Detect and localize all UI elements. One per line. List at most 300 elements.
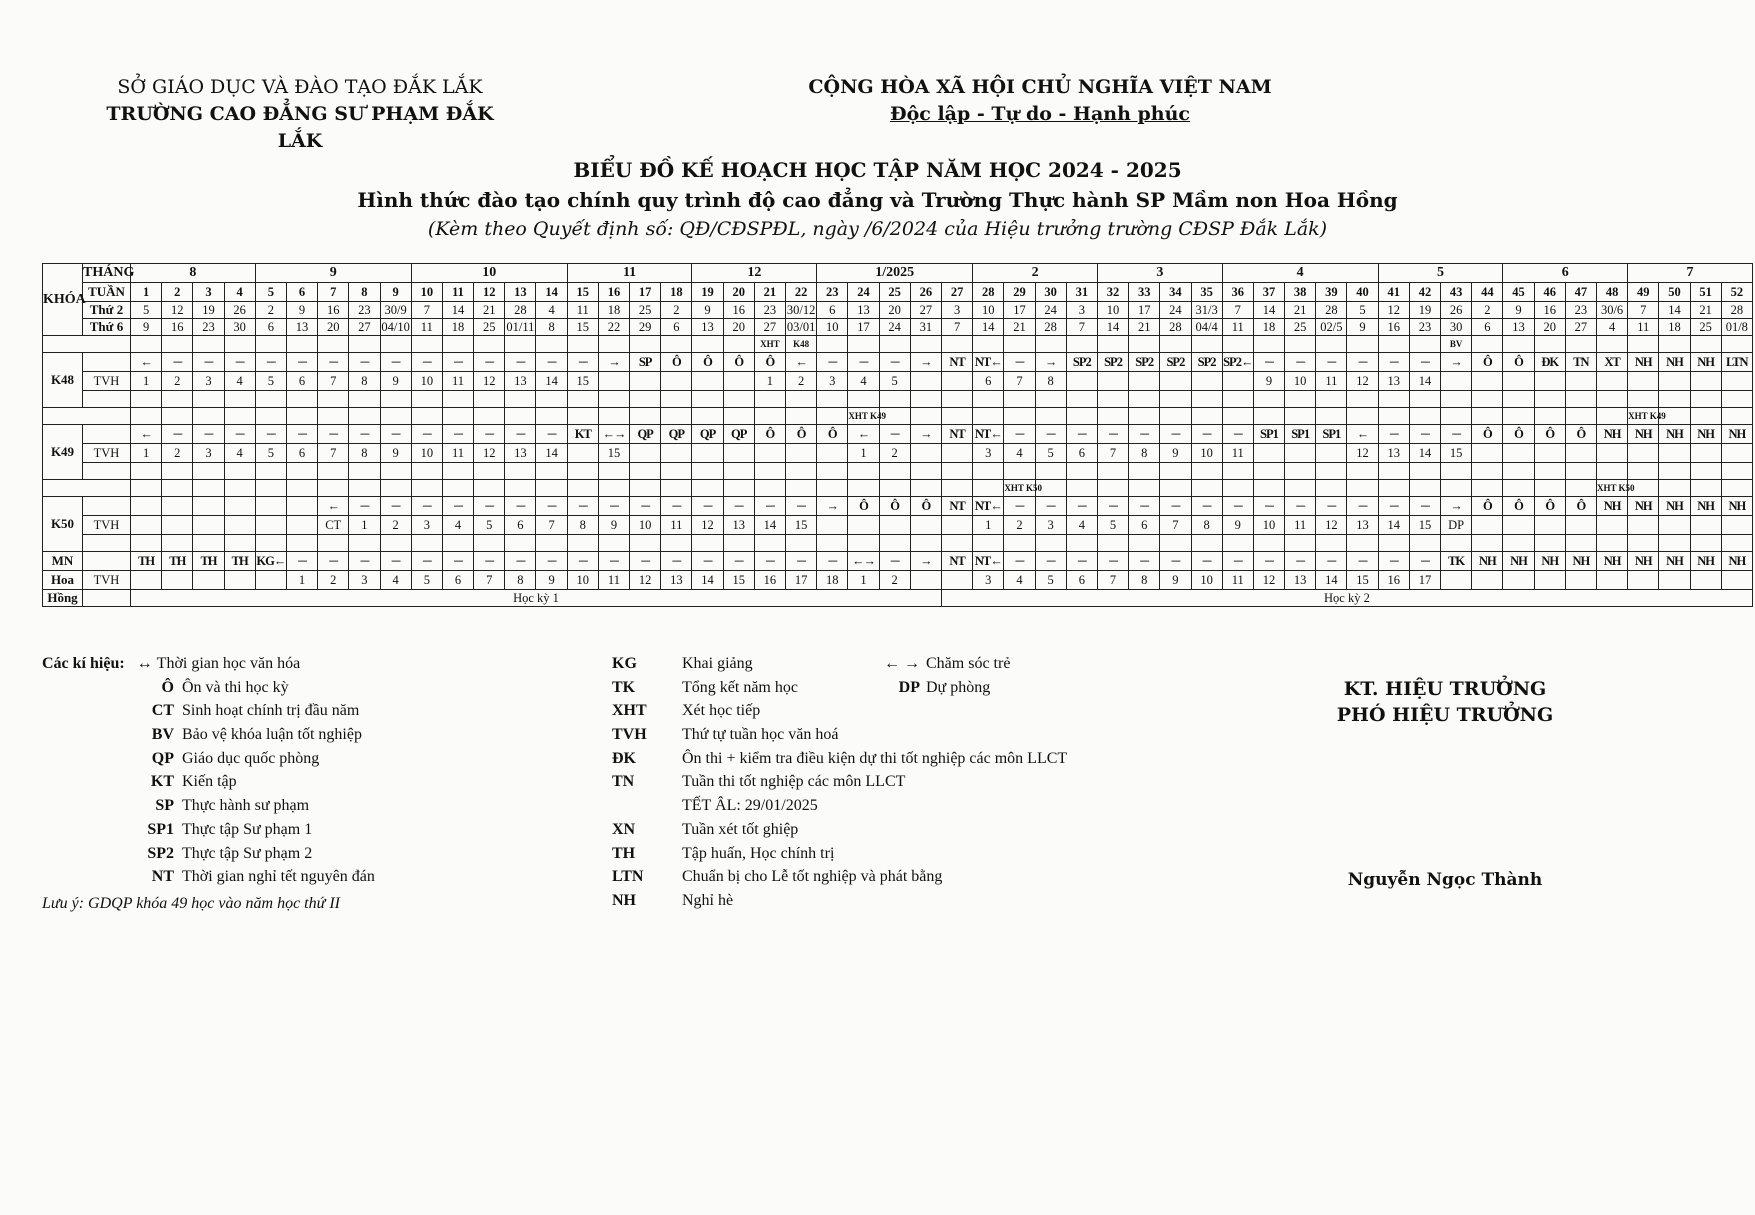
tvh-cell: 2 [318, 571, 349, 590]
activity-cell: SP1 [1285, 425, 1316, 444]
note-cell [286, 480, 317, 497]
monday-date-cell: 3 [941, 302, 972, 319]
note-cell [131, 336, 162, 353]
tvh-cell: 1 [349, 516, 380, 535]
friday-date-cell: 18 [1659, 319, 1690, 336]
activity-cell: ─ [630, 552, 661, 571]
activity-cell: ─ [193, 425, 224, 444]
empty-cell [1066, 535, 1097, 552]
empty-cell [1690, 463, 1721, 480]
empty-cell [380, 391, 411, 408]
tvh-cell [255, 571, 286, 590]
activity-cell: NH [1565, 552, 1596, 571]
activity-cell: ─ [505, 497, 536, 516]
week-cell: 33 [1129, 283, 1160, 302]
header-khoa: KHÓA [43, 264, 83, 336]
empty-cell [1503, 391, 1534, 408]
note-cell [692, 480, 723, 497]
semester-2-label: Học kỳ 2 [941, 590, 1752, 607]
note-cell [474, 480, 505, 497]
activity-cell: → [1035, 353, 1066, 372]
empty-cell [1285, 535, 1316, 552]
activity-cell: ─ [162, 425, 193, 444]
activity-cell: ─ [505, 425, 536, 444]
monday-date-cell: 14 [1659, 302, 1690, 319]
activity-cell: Ô [1565, 497, 1596, 516]
week-cell: 36 [1222, 283, 1253, 302]
empty-cell [255, 391, 286, 408]
activity-cell: NH [1721, 497, 1752, 516]
legend-symbol: DP [898, 678, 920, 696]
tvh-cell: 9 [380, 444, 411, 463]
friday-date-cell: 7 [941, 319, 972, 336]
activity-cell: ← [131, 425, 162, 444]
empty-cell [318, 391, 349, 408]
note-spacer [43, 336, 131, 353]
empty-cell [1628, 391, 1659, 408]
note-cell [1035, 408, 1066, 425]
tvh-cell [1472, 372, 1503, 391]
week-cell: 21 [754, 283, 785, 302]
empty-cell [380, 535, 411, 552]
friday-date-cell: 25 [474, 319, 505, 336]
note-cell [411, 336, 442, 353]
friday-date-cell: 8 [536, 319, 567, 336]
activity-cell: NH [1721, 425, 1752, 444]
activity-cell: ─ [1253, 552, 1284, 571]
activity-cell: ← [848, 425, 879, 444]
note-cell [910, 336, 941, 353]
note-cell [567, 408, 598, 425]
tvh-cell: 12 [692, 516, 723, 535]
monday-date-cell: 31/3 [1191, 302, 1222, 319]
empty-cell [1316, 535, 1347, 552]
empty-cell [848, 391, 879, 408]
monday-date-cell: 5 [1347, 302, 1378, 319]
empty-cell [879, 391, 910, 408]
activity-cell: ─ [1409, 353, 1440, 372]
empty-cell [1285, 463, 1316, 480]
department-name: SỞ GIÁO DỤC VÀ ĐÀO TẠO ĐẮK LẮK [117, 76, 483, 98]
tvh-cell: 15 [1347, 571, 1378, 590]
activity-label-cell [83, 425, 131, 444]
empty-cell [1534, 535, 1565, 552]
activity-cell: ─ [505, 353, 536, 372]
tvh-cell: 1 [131, 372, 162, 391]
activity-cell: ─ [474, 497, 505, 516]
legend-symbol: CT [151, 702, 174, 720]
activity-cell: NH [1596, 497, 1627, 516]
month-cell: 10 [411, 264, 567, 283]
tvh-cell [817, 444, 848, 463]
note-cell [1285, 480, 1316, 497]
empty-cell [1316, 391, 1347, 408]
empty-cell [754, 463, 785, 480]
activity-cell: ─ [1222, 552, 1253, 571]
activity-cell [255, 497, 286, 516]
monday-date-cell: 7 [1628, 302, 1659, 319]
legend-item [42, 770, 602, 794]
activity-cell: ─ [598, 497, 629, 516]
month-cell: 4 [1222, 264, 1378, 283]
activity-cell: QP [723, 425, 754, 444]
legend-meaning: Tập huấn, Học chính trị [682, 844, 835, 862]
activity-cell: ─ [442, 497, 473, 516]
activity-cell: ─ [723, 552, 754, 571]
note-cell [630, 480, 661, 497]
activity-cell: ─ [224, 425, 255, 444]
note-cell [286, 336, 317, 353]
friday-date-cell: 23 [193, 319, 224, 336]
monday-date-cell: 30/6 [1596, 302, 1627, 319]
note-cell [1129, 480, 1160, 497]
note-cell: XHT K50 [1596, 480, 1627, 497]
tvh-cell: 16 [1378, 571, 1409, 590]
empty-cell [661, 463, 692, 480]
activity-cell: SP2← [1222, 353, 1253, 372]
friday-date-cell: 14 [973, 319, 1004, 336]
tvh-cell: 9 [1253, 372, 1284, 391]
week-cell: 48 [1596, 283, 1627, 302]
activity-cell: ─ [318, 425, 349, 444]
tvh-cell: 15 [1409, 516, 1440, 535]
monday-date-cell: 25 [630, 302, 661, 319]
legend-symbol: TK [612, 678, 636, 696]
tvh-cell: 13 [723, 516, 754, 535]
note-cell [1004, 336, 1035, 353]
empty-cell [1129, 535, 1160, 552]
activity-cell: Ô [1472, 497, 1503, 516]
legend-item [612, 699, 1172, 723]
activity-cell: ─ [1191, 497, 1222, 516]
tvh-cell: 10 [1191, 571, 1222, 590]
tvh-cell: 12 [1347, 372, 1378, 391]
legend-item [42, 747, 602, 771]
tvh-cell [1659, 372, 1690, 391]
activity-cell: ─ [1253, 353, 1284, 372]
note-cell [567, 336, 598, 353]
tvh-cell: 11 [442, 444, 473, 463]
empty-cell [1066, 463, 1097, 480]
tvh-cell [1503, 372, 1534, 391]
activity-cell: ─ [1378, 353, 1409, 372]
legend-item [42, 723, 602, 747]
empty-cell [349, 463, 380, 480]
tvh-cell [1534, 571, 1565, 590]
activity-cell [193, 497, 224, 516]
tvh-cell: 8 [567, 516, 598, 535]
activity-cell: NH [1503, 552, 1534, 571]
empty-cell [1596, 463, 1627, 480]
week-cell: 40 [1347, 283, 1378, 302]
note-cell [349, 408, 380, 425]
tvh-cell [723, 372, 754, 391]
tvh-cell [754, 444, 785, 463]
tvh-cell: 10 [411, 372, 442, 391]
note-cell [692, 336, 723, 353]
tvh-cell [661, 444, 692, 463]
note-cell [1472, 336, 1503, 353]
tvh-cell [1721, 372, 1752, 391]
legend-item [42, 865, 602, 889]
header-thu2: Thứ 2 [83, 302, 131, 319]
week-cell: 16 [598, 283, 629, 302]
note-cell [1253, 408, 1284, 425]
monday-row [43, 302, 1753, 319]
empty-cell [1097, 463, 1128, 480]
note-cell [162, 336, 193, 353]
tvh-cell [1565, 444, 1596, 463]
group-empty-row [43, 463, 1753, 480]
friday-date-cell: 23 [1409, 319, 1440, 336]
tvh-cell: 8 [505, 571, 536, 590]
week-cell: 45 [1503, 283, 1534, 302]
empty-cell [879, 463, 910, 480]
tvh-cell: 5 [1035, 571, 1066, 590]
legend-symbol: NH [612, 891, 636, 909]
monday-date-cell: 17 [1004, 302, 1035, 319]
group-note-row [43, 480, 1753, 497]
activity-cell: ─ [1066, 425, 1097, 444]
empty-cell [941, 535, 972, 552]
tvh-cell: 6 [1066, 571, 1097, 590]
monday-date-cell: 17 [1129, 302, 1160, 319]
tvh-cell [1565, 372, 1596, 391]
activity-cell: SP2 [1129, 353, 1160, 372]
friday-date-cell: 22 [598, 319, 629, 336]
activity-cell: NH [1596, 425, 1627, 444]
note-cell [1004, 408, 1035, 425]
empty-cell [224, 391, 255, 408]
legend-symbol: TN [612, 773, 635, 791]
tvh-cell: 7 [536, 516, 567, 535]
note-cell [1035, 336, 1066, 353]
activity-cell: QP [661, 425, 692, 444]
month-cell: 9 [255, 264, 411, 283]
activity-cell: Ô [692, 353, 723, 372]
note-cell [1721, 336, 1752, 353]
tvh-cell: 3 [193, 444, 224, 463]
issuing-authority [100, 74, 500, 155]
note-cell [1066, 336, 1097, 353]
legend-symbol: ← → [884, 655, 920, 672]
group-note-row [43, 336, 1753, 353]
monday-date-cell: 10 [1097, 302, 1128, 319]
friday-date-cell: 11 [1628, 319, 1659, 336]
activity-cell: ─ [598, 552, 629, 571]
week-cell: 6 [286, 283, 317, 302]
note-cell [1565, 480, 1596, 497]
empty-cell [661, 535, 692, 552]
activity-cell: ─ [411, 497, 442, 516]
tvh-cell: 4 [224, 444, 255, 463]
note-cell [193, 480, 224, 497]
note-cell [661, 480, 692, 497]
tvh-cell: 8 [349, 444, 380, 463]
month-cell: 6 [1503, 264, 1628, 283]
monday-date-cell: 9 [286, 302, 317, 319]
empty-cell [1191, 535, 1222, 552]
activity-cell: ← [131, 353, 162, 372]
activity-cell: ─ [1097, 425, 1128, 444]
empty-cell [318, 535, 349, 552]
tvh-cell [1285, 444, 1316, 463]
tvh-cell [1503, 444, 1534, 463]
legend-symbol: NT [151, 868, 174, 886]
empty-cell [349, 535, 380, 552]
legend-item [612, 865, 1172, 889]
tvh-cell: 14 [536, 444, 567, 463]
empty-cell [1191, 391, 1222, 408]
note-cell [1285, 408, 1316, 425]
legend-symbol: BV [151, 726, 174, 744]
friday-date-cell: 20 [318, 319, 349, 336]
empty-cell [848, 463, 879, 480]
tvh-cell: 4 [442, 516, 473, 535]
activity-cell: ─ [1191, 552, 1222, 571]
empty-cell [193, 391, 224, 408]
legend-meaning: Kiến tập [182, 773, 237, 791]
note-cell [1222, 480, 1253, 497]
tvh-cell [255, 516, 286, 535]
activity-cell: ─ [380, 497, 411, 516]
empty-cell [162, 535, 193, 552]
note-cell [1690, 336, 1721, 353]
legend-item [612, 842, 1172, 866]
tvh-cell: 14 [754, 516, 785, 535]
note-cell [973, 480, 1004, 497]
note-cell: K48 [786, 336, 817, 353]
legend-item [42, 699, 602, 723]
empty-cell [1035, 391, 1066, 408]
monday-date-cell: 2 [1472, 302, 1503, 319]
activity-cell: ─ [1129, 552, 1160, 571]
tvh-cell [193, 516, 224, 535]
activity-cell: ─ [318, 552, 349, 571]
empty-cell [723, 463, 754, 480]
note-cell [1503, 408, 1534, 425]
tvh-cell: 2 [162, 372, 193, 391]
tvh-cell: 9 [1222, 516, 1253, 535]
empty-cell [1690, 391, 1721, 408]
tvh-cell: 1 [973, 516, 1004, 535]
note-cell: XHT [754, 336, 785, 353]
activity-cell: NH [1659, 552, 1690, 571]
empty-cell [1004, 391, 1035, 408]
activity-cell: NH [1659, 497, 1690, 516]
monday-date-cell: 9 [692, 302, 723, 319]
empty-cell [1222, 463, 1253, 480]
tvh-cell: 15 [723, 571, 754, 590]
activity-cell: ─ [1066, 497, 1097, 516]
week-cell: 31 [1066, 283, 1097, 302]
legend-symbol: KG [612, 655, 637, 672]
tvh-cell [1596, 516, 1627, 535]
empty-cell [754, 391, 785, 408]
tvh-cell: 5 [255, 444, 286, 463]
friday-date-cell: 13 [286, 319, 317, 336]
friday-date-cell: 6 [1472, 319, 1503, 336]
note-cell [505, 336, 536, 353]
legend-item [880, 676, 1180, 700]
empty-cell [1035, 463, 1066, 480]
week-cell: 23 [817, 283, 848, 302]
empty-cell [941, 391, 972, 408]
week-cell: 14 [536, 283, 567, 302]
semester-label-cell [83, 590, 131, 607]
empty-cell [1222, 391, 1253, 408]
activity-cell: ─ [786, 552, 817, 571]
empty-cell [286, 391, 317, 408]
activity-cell: ĐK [1534, 353, 1565, 372]
activity-cell: SP2 [1097, 353, 1128, 372]
week-cell: 20 [723, 283, 754, 302]
tvh-cell: 10 [1191, 444, 1222, 463]
empty-cell [879, 535, 910, 552]
week-cell: 12 [474, 283, 505, 302]
activity-cell: Ô [879, 497, 910, 516]
activity-cell: NT← [973, 497, 1004, 516]
note-cell [1628, 336, 1659, 353]
tvh-cell: 4 [1004, 444, 1035, 463]
legend-meaning: Ôn và thi học kỳ [182, 678, 289, 696]
tvh-cell: 10 [411, 444, 442, 463]
legend-symbol: XN [612, 820, 636, 838]
tvh-cell [1596, 444, 1627, 463]
activity-cell [286, 497, 317, 516]
activity-cell: ─ [536, 497, 567, 516]
activity-cell: ─ [286, 552, 317, 571]
activity-cell: ─ [536, 552, 567, 571]
activity-cell: ─ [1347, 353, 1378, 372]
tvh-cell: 11 [661, 516, 692, 535]
week-cell: 19 [692, 283, 723, 302]
empty-cell [1191, 463, 1222, 480]
week-cell: 30 [1035, 283, 1066, 302]
empty-cell [1253, 391, 1284, 408]
note-cell [224, 408, 255, 425]
empty-cell [380, 463, 411, 480]
activity-cell: ─ [1222, 425, 1253, 444]
legend-symbol: SP2 [147, 844, 174, 862]
empty-cell [536, 391, 567, 408]
activity-cell: → [1441, 353, 1472, 372]
activity-label-cell [83, 353, 131, 372]
monday-date-cell: 6 [817, 302, 848, 319]
empty-cell [754, 535, 785, 552]
tvh-cell: 17 [786, 571, 817, 590]
activity-cell: KT [567, 425, 598, 444]
note-cell [442, 480, 473, 497]
tvh-cell: 15 [786, 516, 817, 535]
legend-meaning: Thực tập Sư phạm 2 [182, 844, 313, 862]
tvh-cell [941, 444, 972, 463]
activity-cell: NH [1628, 353, 1659, 372]
monday-date-cell: 7 [1222, 302, 1253, 319]
empty-cell [1347, 535, 1378, 552]
tvh-cell [1628, 372, 1659, 391]
tvh-cell: 11 [1222, 444, 1253, 463]
legend-symbol: SP [155, 797, 174, 815]
tvh-cell: 4 [848, 372, 879, 391]
note-cell [1253, 336, 1284, 353]
tvh-cell [1721, 444, 1752, 463]
note-cell [1534, 480, 1565, 497]
legend-symbol: TVH [612, 726, 647, 744]
tvh-cell: 18 [817, 571, 848, 590]
friday-date-cell: 20 [1534, 319, 1565, 336]
note-cell [1160, 336, 1191, 353]
